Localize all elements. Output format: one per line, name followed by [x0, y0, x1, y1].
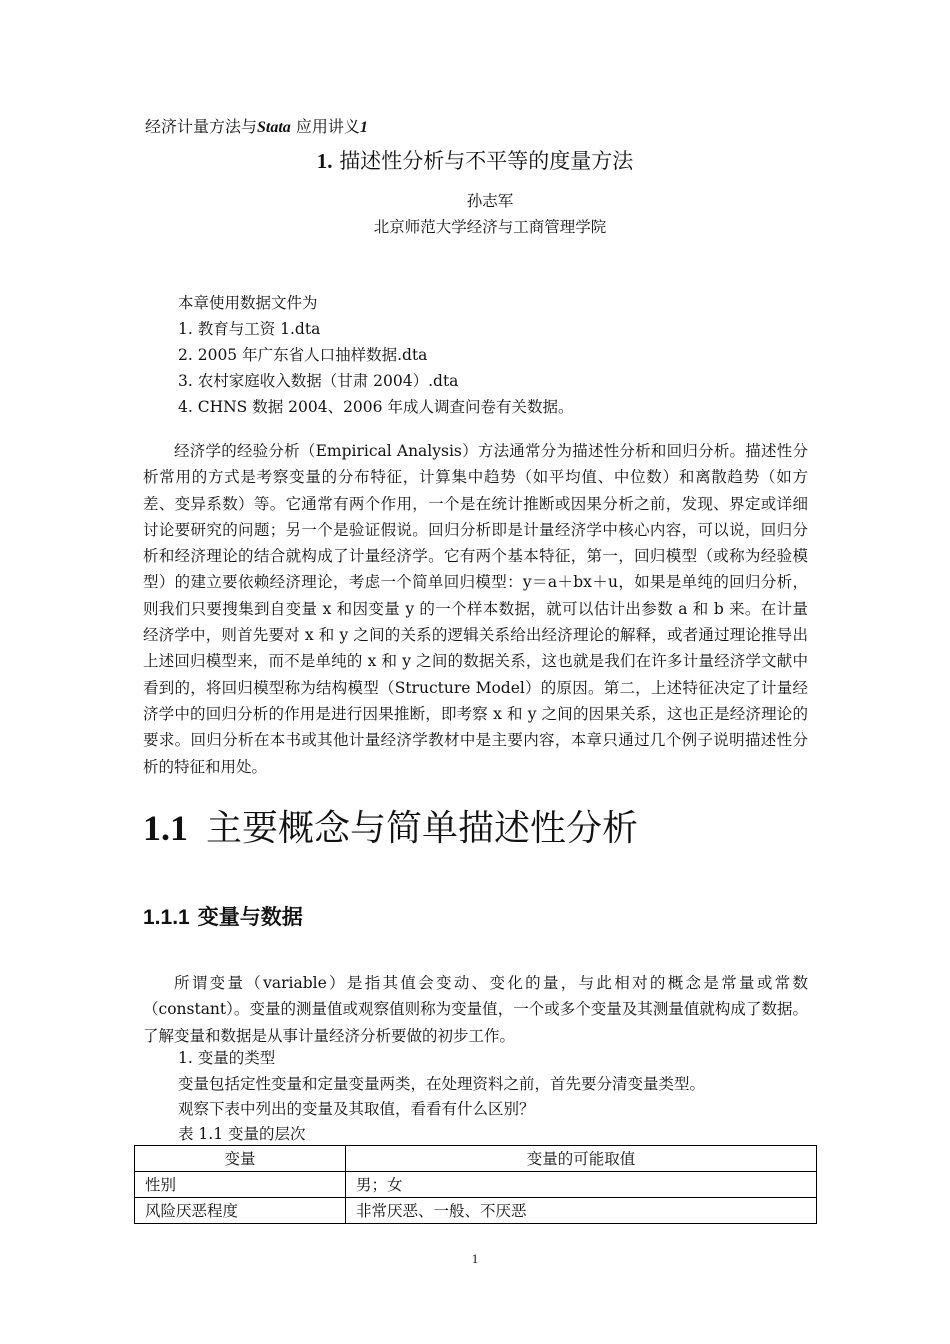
- header-suffix: 应用讲义: [290, 117, 360, 136]
- author: 孙志军: [466, 192, 514, 210]
- table-cell: 非常厌恶、一般、不厌恶: [346, 1198, 817, 1224]
- table-cell: 男；女: [346, 1172, 817, 1198]
- intro-paragraph: 经济学的经验分析（Empirical Analysis）方法通常分为描述性分析和回归分析。描述性分析常用的方式是考察变量的分布特征，计算集中趋势（如平均值、中位数）和离散趋势（如方差、变异系数）等。它通常有两个作用，一个是在统计推断或因果分析之前，发现、界定或详细讨论要研究的问题；另一个是验证假说。回归分析即是计量经济学中核心内容，可以说，回归分析和经济理论的结合就构成了计量经济学。它有两个基本特征，第一，回归模型（或称为经验模型）的建立要依赖经济理论，考虑一个简单回归模型：y＝a＋bx＋u，如果是单纯的回归分析，则我们只要搜集到自变量 x 和因变量 y 的一个样本数据，就可以估计出参数 a 和 b 来。在计量经济学中，则首先要对 x 和 y 之间的关系的逻辑关系给出经济理论的解释，或者通过理论推导出上述回归模型来，而不是单纯的 x 和 y 之间的数据关系，这也就是我们在许多计量经济学文献中看到的，将回归模型称为结构模型（Structure Model）的原因。第二，上述特征决定了计量经济学中的回归分析的作用是进行因果推断，即考察 x 和 y 之间的因果关系，这也正是经济理论的要求。回归分析在本书或其他计量经济学教材中是主要内容，本章只通过几个例子说明描述性分析的特征和用处。: [143, 442, 808, 776]
- header-number: 1: [359, 119, 368, 136]
- subsection-heading: [143, 900, 303, 936]
- page-number: 1: [471, 1251, 479, 1266]
- data-file-item: 2. 2005 年广东省人口抽样数据.dta: [178, 346, 428, 364]
- data-file-item: 1. 教育与工资 1.dta: [178, 320, 321, 338]
- header-prefix: 经济计量方法与: [145, 117, 258, 136]
- table-caption: 表 1.1 变量的层次: [178, 1125, 306, 1143]
- section-number: 1.1: [143, 808, 188, 848]
- observe-prompt: 观察下表中列出的变量及其取值，看看有什么区别？: [178, 1100, 535, 1118]
- table-header-cell: 变量: [135, 1146, 346, 1172]
- data-files-list: [178, 290, 573, 420]
- data-file-item: 4. CHNS 数据 2004、2006 年成人调查问卷有关数据。: [178, 398, 574, 416]
- subsection-title: 变量与数据: [197, 906, 303, 929]
- variable-types-item: 1. 变量的类型: [178, 1049, 276, 1067]
- table-cell: 风险厌恶程度: [135, 1198, 346, 1224]
- table-header-row: [135, 1146, 817, 1172]
- variable-paragraph: 所谓变量（variable）是指其值会变动、变化的量，与此相对的概念是常量或常数（constant）。变量的测量值或观察值则称为变量值，一个或多个变量及其测量值就构成了数据。了解变量和数据是从事计量经济分析要做的初步工作。: [143, 974, 808, 1045]
- subsection-number: 1.1.1: [143, 906, 190, 929]
- title-text: 描述性分析与不平等的度量方法: [339, 149, 634, 173]
- data-file-item: 3. 农村家庭收入数据（甘肃 2004）.dta: [178, 372, 459, 390]
- variable-types-description: 变量包括定性变量和定量变量两类，在处理资料之前，首先要分清变量类型。: [178, 1075, 706, 1093]
- header-stata: Stata: [257, 119, 291, 136]
- table-row: [135, 1198, 817, 1224]
- table-row: [135, 1172, 817, 1198]
- data-files-intro: 本章使用数据文件为: [178, 294, 318, 312]
- table-header-cell: 变量的可能取值: [346, 1146, 817, 1172]
- title-number: 1.: [316, 149, 333, 173]
- section-title: 主要概念与简单描述性分析: [206, 808, 639, 849]
- document-title: [0, 146, 950, 176]
- table-cell: 性别: [135, 1172, 346, 1198]
- running-header: [145, 116, 368, 139]
- section-heading: [143, 800, 638, 857]
- affiliation: 北京师范大学经济与工商管理学院: [373, 218, 607, 236]
- variable-levels-table: [134, 1145, 817, 1224]
